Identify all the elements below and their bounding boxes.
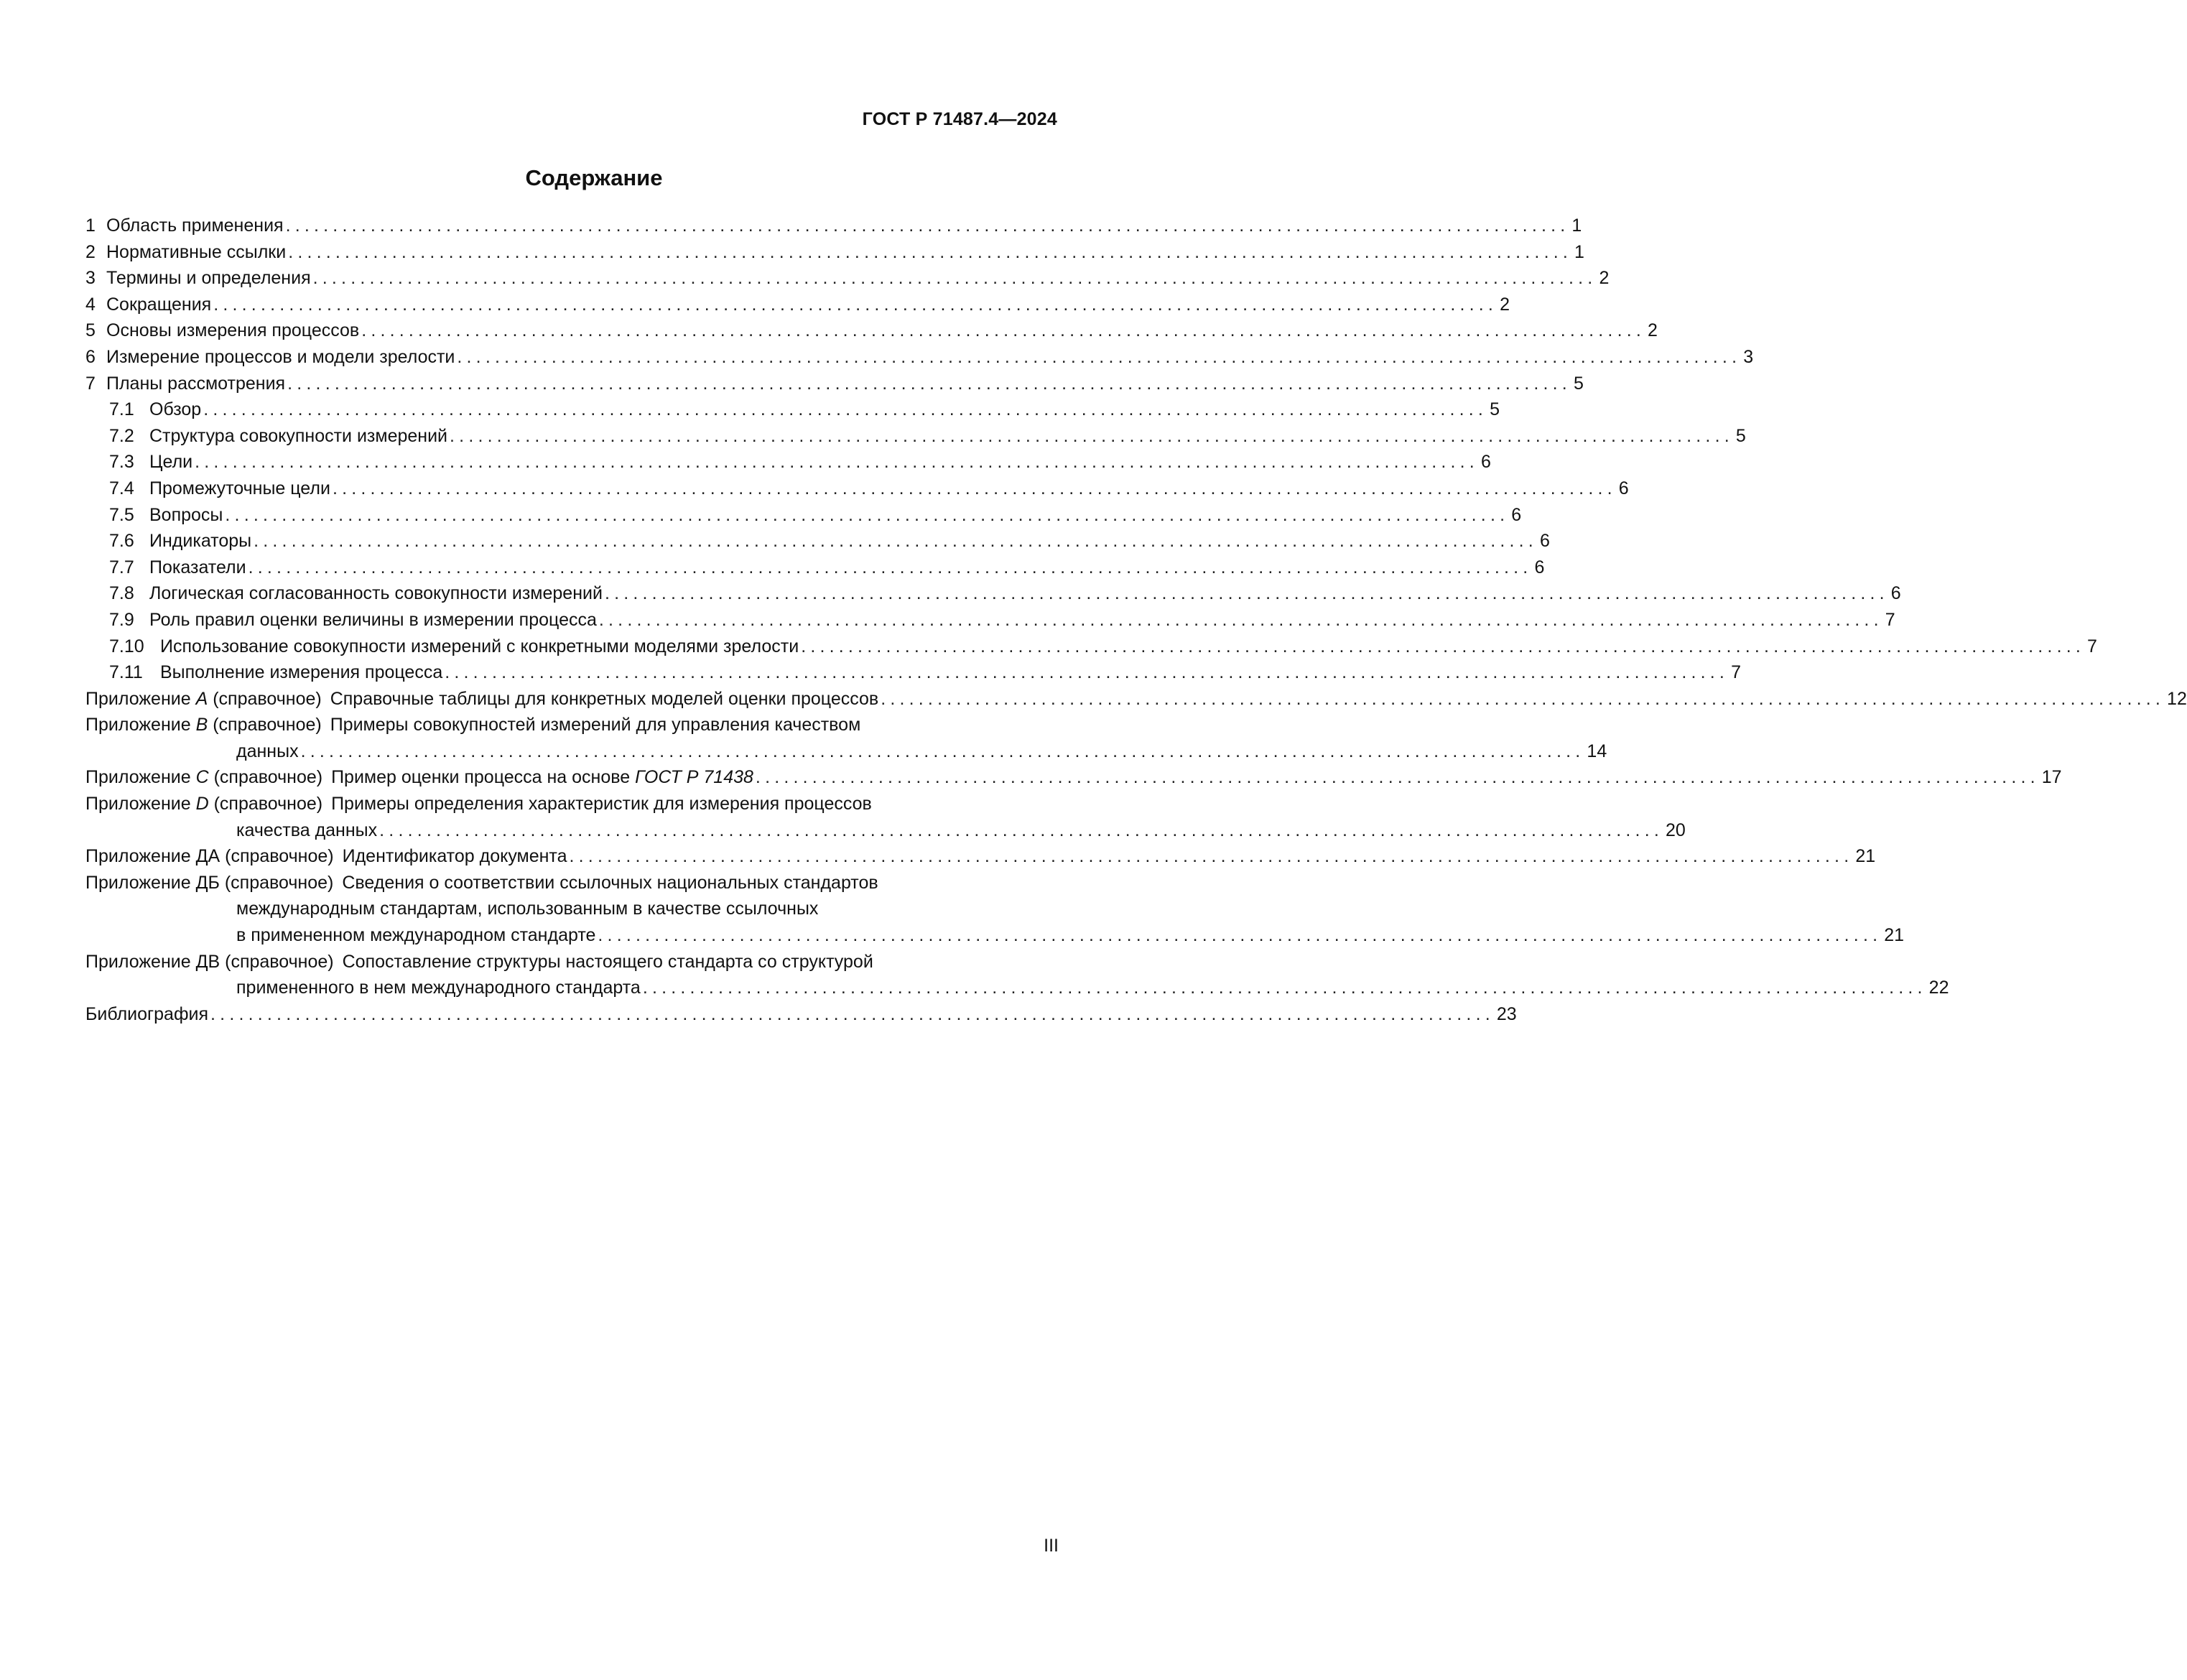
toc-item-title: Примеры совокупностей измерений для управления качеством xyxy=(330,715,861,735)
toc-item-page: 6 xyxy=(1890,583,1901,604)
toc-subitem-7-9[interactable] xyxy=(85,607,1895,634)
toc-item-title: данных xyxy=(236,741,299,761)
toc-item-title: Область применения xyxy=(106,215,284,236)
toc-item-title: Справочные таблицы для конкретных моделей оценки процессов xyxy=(330,688,879,709)
annex-label: Приложение ДБ (справочное) xyxy=(85,872,334,893)
toc-item-title: Сокращения xyxy=(106,294,212,315)
toc-annex-b-cont[interactable] xyxy=(85,738,1607,765)
leader-dots: ........................................................................................................................................ xyxy=(379,820,1663,840)
toc-item-number: 7.4 xyxy=(109,478,134,498)
toc-item-title: Обзор xyxy=(149,399,202,420)
toc-annex-d-cont[interactable] xyxy=(85,817,1686,844)
toc-item-page: 6 xyxy=(1480,452,1491,473)
page-number: III xyxy=(1044,1536,1059,1556)
leader-dots: ........................................................................................................................................ xyxy=(642,978,1927,998)
toc-item-number: 7.9 xyxy=(109,609,134,630)
leader-dots: ........................................................................................................................................ xyxy=(881,688,2165,709)
toc-item-number: 7.2 xyxy=(109,425,134,446)
toc-item-title: Идентификатор документа xyxy=(342,846,567,867)
leader-dots: ........................................................................................................................................ xyxy=(598,609,1883,630)
toc-item-page: 2 xyxy=(1648,320,1658,341)
leader-dots: ........................................................................................................................................ xyxy=(195,452,1479,473)
toc-annex-a[interactable] xyxy=(85,686,2187,713)
annex-label: Приложение С (справочное) xyxy=(85,767,323,788)
toc-item-page: 21 xyxy=(1855,846,1876,867)
leader-dots: ........................................................................................................................................ xyxy=(285,215,1570,236)
toc-item-number: 7 xyxy=(85,373,96,394)
leader-dots: ........................................................................................................................................ xyxy=(445,662,1729,683)
table-of-contents xyxy=(85,213,2187,1027)
toc-item-title: Основы измерения процессов xyxy=(106,320,360,341)
toc-item-page: 6 xyxy=(1511,504,1522,525)
toc-item-number: 7.1 xyxy=(109,399,134,420)
toc-item-6[interactable] xyxy=(85,344,1754,371)
toc-item-page: 12 xyxy=(2167,688,2187,709)
toc-subitem-7-10[interactable] xyxy=(85,634,2097,660)
toc-subitem-7-3[interactable] xyxy=(85,449,1491,475)
toc-subitem-7-2[interactable] xyxy=(85,423,1746,450)
annex-label: Приложение А (справочное) xyxy=(85,688,322,709)
document-code: ГОСТ Р 71487.4—2024 xyxy=(862,109,1057,129)
toc-item-page: 7 xyxy=(1885,609,1895,630)
toc-annex-d[interactable] xyxy=(85,791,1057,817)
toc-item-title: Роль правил оценки величины в измерении процесса xyxy=(149,609,597,630)
toc-item-page: 21 xyxy=(1884,925,1905,946)
toc-annex-c[interactable] xyxy=(85,764,2062,791)
toc-annex-dv-cont[interactable] xyxy=(85,975,1949,1001)
toc-item-title: Цели xyxy=(149,452,193,473)
toc-item-page: 6 xyxy=(1539,531,1550,552)
toc-item-title: Сопоставление структуры настоящего стандарта со структурой xyxy=(342,951,873,972)
toc-item-title: Выполнение измерения процесса xyxy=(160,662,443,683)
toc-item-number: 7.8 xyxy=(109,583,134,604)
toc-subitem-7-8[interactable] xyxy=(85,580,1901,607)
toc-subitem-7-6[interactable] xyxy=(85,528,1550,554)
toc-item-title: Библиография xyxy=(85,1003,209,1024)
leader-dots: ........................................................................................................................................ xyxy=(457,346,1742,367)
leader-dots: ........................................................................................................................................ xyxy=(755,767,2040,788)
toc-item-title: Нормативные ссылки xyxy=(106,241,287,262)
toc-item-number: 1 xyxy=(85,215,96,236)
toc-item-title: качества данных xyxy=(236,820,378,840)
leader-dots: ........................................................................................................................................ xyxy=(361,320,1646,341)
leader-dots: ........................................................................................................................................ xyxy=(569,846,1854,867)
leader-dots: ........................................................................................................................................ xyxy=(604,583,1889,604)
toc-annex-b[interactable] xyxy=(85,712,1057,738)
toc-item-number: 7.7 xyxy=(109,557,134,577)
toc-item-3[interactable] xyxy=(85,265,1610,292)
toc-annex-da[interactable] xyxy=(85,843,1876,870)
leader-dots: ........................................................................................................................................ xyxy=(312,268,1597,289)
toc-item-4[interactable] xyxy=(85,292,1510,318)
toc-item-7[interactable] xyxy=(85,371,1584,397)
leader-dots: ........................................................................................................................................ xyxy=(300,741,1585,761)
toc-item-number: 5 xyxy=(85,320,96,341)
toc-item-page: 1 xyxy=(1571,215,1582,236)
toc-item-page: 17 xyxy=(2041,767,2062,788)
toc-item-2[interactable] xyxy=(85,239,1584,266)
toc-subitem-7-7[interactable] xyxy=(85,554,1545,581)
toc-subitem-7-11[interactable] xyxy=(85,659,1741,686)
toc-title: Содержание xyxy=(525,165,663,190)
annex-label: Приложение В (справочное) xyxy=(85,715,322,735)
toc-item-page: 5 xyxy=(1573,373,1584,394)
toc-annex-db-cont-1[interactable] xyxy=(85,896,1057,922)
toc-item-page: 5 xyxy=(1735,425,1746,446)
leader-dots: ........................................................................................................................................ xyxy=(332,478,1617,498)
toc-subitem-7-4[interactable] xyxy=(85,475,1629,502)
toc-item-number: 4 xyxy=(85,294,96,315)
toc-item-title: Планы рассмотрения xyxy=(106,373,286,394)
toc-annex-dv[interactable] xyxy=(85,949,1057,975)
toc-item-number: 7.5 xyxy=(109,504,134,525)
toc-item-title: Промежуточные цели xyxy=(149,478,330,498)
annex-label: Приложение ДА (справочное) xyxy=(85,846,334,867)
toc-item-page: 7 xyxy=(1731,662,1741,683)
toc-item-title: Использование совокупности измерений с конкретными моделями зрелости xyxy=(160,636,799,656)
toc-item-title: Примеры определения характеристик для измерения процессов xyxy=(331,794,872,815)
toc-item-page: 20 xyxy=(1666,820,1686,840)
toc-subitem-7-1[interactable] xyxy=(85,396,1500,423)
toc-item-page: 2 xyxy=(1500,294,1510,315)
leader-dots: ........................................................................................................................................ xyxy=(598,925,1882,946)
toc-item-title: международным стандартам, использованным в качестве ссылочных xyxy=(236,899,819,919)
toc-item-page: 5 xyxy=(1490,399,1500,420)
leader-dots: ........................................................................................................................................ xyxy=(210,1003,1495,1024)
leader-dots: ........................................................................................................................................ xyxy=(225,504,1510,525)
leader-dots: ........................................................................................................................................ xyxy=(287,373,1571,394)
toc-item-title: Индикаторы xyxy=(149,531,252,552)
leader-dots: ........................................................................................................................................ xyxy=(213,294,1498,315)
toc-item-page: 7 xyxy=(2087,636,2097,656)
toc-item-page: 6 xyxy=(1618,478,1629,498)
annex-label: Приложение D (справочное) xyxy=(85,794,323,815)
toc-item-page: 1 xyxy=(1574,241,1584,262)
toc-item-title: примененного в нем международного стандарта xyxy=(236,978,641,998)
toc-item-page: 14 xyxy=(1587,741,1607,761)
toc-item-number: 7.11 xyxy=(109,662,143,683)
toc-item-1[interactable] xyxy=(85,213,1582,239)
leader-dots: ........................................................................................................................................ xyxy=(450,425,1734,446)
toc-item-number: 3 xyxy=(85,268,96,289)
toc-item-title: Термины и определения xyxy=(106,268,311,289)
toc-item-title: в примененном международном стандарте xyxy=(236,925,596,946)
toc-item-title: Логическая согласованность совокупности измерений xyxy=(149,583,603,604)
toc-annex-db-cont-2[interactable] xyxy=(85,922,1905,949)
toc-item-title: Вопросы xyxy=(149,504,223,525)
toc-item-number: 7.3 xyxy=(109,452,134,473)
toc-subitem-7-5[interactable] xyxy=(85,502,1522,529)
leader-dots: ........................................................................................................................................ xyxy=(254,531,1538,552)
toc-item-title: Сведения о соответствии ссылочных национальных стандартов xyxy=(342,872,878,893)
toc-item-page: 2 xyxy=(1599,268,1610,289)
toc-item-page: 22 xyxy=(1928,978,1949,998)
toc-item-number: 7.10 xyxy=(109,636,144,656)
toc-item-number: 7.6 xyxy=(109,531,134,552)
toc-item-page: 3 xyxy=(1743,346,1754,367)
toc-item-number: 6 xyxy=(85,346,96,367)
toc-item-title: Показатели xyxy=(149,557,246,577)
toc-item-page: 6 xyxy=(1534,557,1545,577)
toc-bibliography[interactable] xyxy=(85,1001,1517,1028)
leader-dots: ........................................................................................................................................ xyxy=(203,399,1488,420)
toc-item-5[interactable] xyxy=(85,317,1658,344)
toc-item-page: 23 xyxy=(1496,1003,1517,1024)
toc-item-number: 2 xyxy=(85,241,96,262)
leader-dots: ........................................................................................................................................ xyxy=(801,636,2086,656)
toc-item-title: Пример оценки процесса на основе ГОСТ Р 71438 xyxy=(331,767,753,788)
toc-item-title: Измерение процессов и модели зрелости xyxy=(106,346,455,367)
annex-label: Приложение ДВ (справочное) xyxy=(85,951,334,972)
leader-dots: ........................................................................................................................................ xyxy=(288,241,1573,262)
toc-item-title: Структура совокупности измерений xyxy=(149,425,448,446)
toc-annex-db[interactable] xyxy=(85,870,1057,896)
leader-dots: ........................................................................................................................................ xyxy=(248,557,1533,577)
